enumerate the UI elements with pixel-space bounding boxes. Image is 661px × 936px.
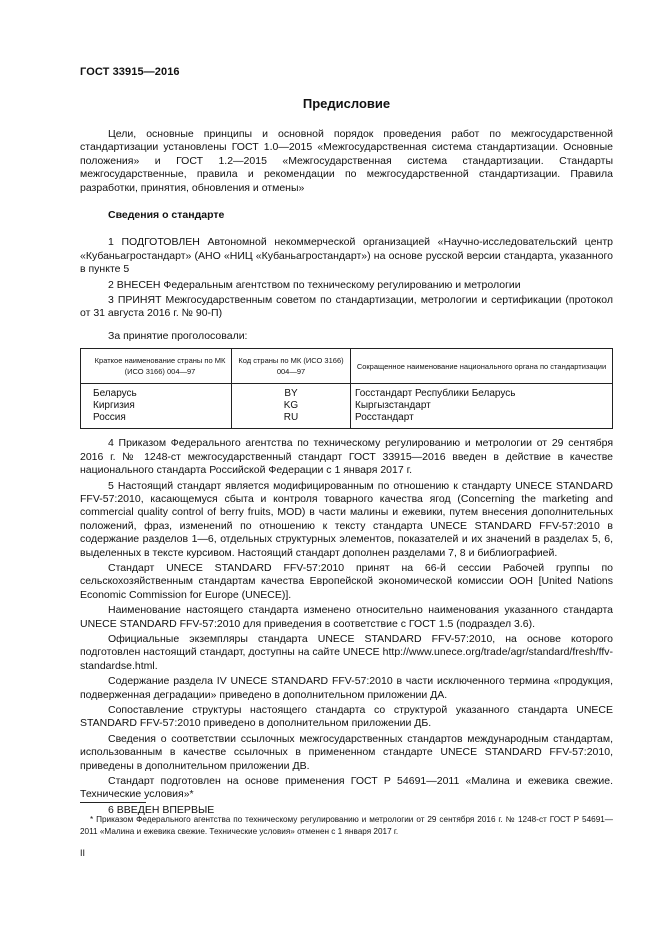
item-5-title-change: Наименование настоящего стандарта изменено относительно наименования указанного стандарта UNECE STANDARD FFV-57:2010 для приведения в соответствие с ГОСТ 1.5 (подраздел 3.6). xyxy=(80,604,613,630)
item-2-paragraph: 2 ВНЕСЕН Федеральным агентством по техническому регулированию и метрологии xyxy=(108,278,521,291)
vote-table xyxy=(80,348,613,429)
footnote-divider xyxy=(80,802,146,803)
item-5-adoption: Стандарт UNECE STANDARD FFV-57:2010 принят на 66-й сессии Рабочей группы по сельскохозяйственным стандартам качества Европейской экономической комиссии ООН [United Nations Economic Commission for Europe (UNECE)]. xyxy=(80,561,613,601)
footnote: * Приказом Федерального агентства по техническому регулированию и метрологии от 29 сентября 2016 г. № 1248-ст ГОСТ Р 54691—2011 «Малина и ежевика свежие. Технические условия» отменен с 1 января 2017 г. xyxy=(80,815,613,836)
vote-table-header-country: Краткое наименование страны по МК (ИСО 3166) 004—97 xyxy=(81,349,232,384)
vote-table-header-body: Сокращенное наименование национального органа по стандартизации xyxy=(351,349,613,384)
section-subheading: Сведения о стандарте xyxy=(108,209,225,222)
intro-paragraph: Цели, основные принципы и основной порядок проведения работ по межгосударственной стандартизации установлены ГОСТ 1.0—2015 «Межгосударственная система стандартизации. Основные положения» и ГОСТ 1.2—2015 «Межгосударственная система стандартизации. Стандарты межгосударственные, правила и рекомендации по межгосударственной стандартизации. Правила разработки, принятия, обновления и отмены» xyxy=(80,128,613,194)
item-5-paragraph: 5 Настоящий стандарт является модифицированным по отношению к стандарту UNECE STANDARD FFV-57:2010, касающемуся сбыта и контроля товарного качества ягод (Concerning the marketing and commercial quality control of berry fruits, MOD) в части малины и ежевики, путем внесения дополнительных положений, фраз, изменений по отношению к тексту стандарта UNECE STANDARD FFV-57:2010 в содержание разделов 1—6, отдельных структурных элементов, показателей и их значений в разделах 5, 6, выделенных в тексте курсивом. Настоящий стандарт дополнен разделами 7, 8 и библиографией. xyxy=(80,479,613,559)
table-row xyxy=(81,412,613,429)
item-4-paragraph: 4 Приказом Федерального агентства по техническому регулированию и метрологии от 29 сентября 2016 г. № 1248-ст межгосударственный стандарт ГОСТ 33915—2016 введен в действие в качестве национального стандарта Российской Федерации с 1 января 2017 г. xyxy=(80,437,613,477)
page-number: II xyxy=(80,848,86,858)
body-text xyxy=(80,128,613,817)
country-cell: Киргизия xyxy=(81,400,232,412)
standard-code: ГОСТ 33915—2016 xyxy=(80,66,180,78)
code-cell: RU xyxy=(232,412,351,429)
item-3-paragraph: 3 ПРИНЯТ Межгосударственным советом по стандартизации, метрологии и сертификации (протокол от 31 августа 2016 г. № 90-П) xyxy=(80,294,613,320)
code-cell: BY xyxy=(232,384,351,401)
item-6-paragraph: 6 ВВЕДЕН ВПЕРВЫЕ xyxy=(108,803,215,816)
item-5-annex-da: Содержание раздела IV UNECE STANDARD FFV-57:2010 в части исключенного термина «продукция, подверженная деградации» приведено в дополнительном приложении ДА. xyxy=(80,675,613,701)
item-1-paragraph: 1 ПОДГОТОВЛЕН Автономной некоммерческой организацией «Научно-исследовательский центр «Кубаньагростандарт» (АНО «НИЦ «Кубаньагростандарт») на основе русской версии стандарта, указанного в пункте 5 xyxy=(80,236,613,276)
vote-label: За принятие проголосовали: xyxy=(108,329,248,342)
body-cell: Кыргызстандарт xyxy=(351,400,613,412)
item-5-basis: Стандарт подготовлен на основе применения ГОСТ Р 54691—2011 «Малина и ежевика свежие. Технические условия»* xyxy=(80,775,613,801)
vote-table-header-row xyxy=(81,349,613,384)
body-cell: Росстандарт xyxy=(351,412,613,429)
vote-table-header-code: Код страны по МК (ИСО 3166) 004—97 xyxy=(232,349,351,384)
body-cell: Госстандарт Республики Беларусь xyxy=(351,384,613,401)
country-cell: Россия xyxy=(81,412,232,429)
item-5-official-copies: Официальные экземпляры стандарта UNECE STANDARD FFV-57:2010, на основе которого подготовлен настоящий стандарт, доступны на сайте UNECE http://www.unece.org/trade/agr/standard/fresh/ffv-standardse.html. xyxy=(80,632,613,672)
country-cell: Беларусь xyxy=(81,384,232,401)
item-5-annex-dv: Сведения о соответствии ссылочных межгосударственных стандартов международным стандартам, использованным в качестве ссылочных в примененном стандарте UNECE STANDARD FFV-57:2010, приведены в дополнительном приложении ДВ. xyxy=(80,732,613,772)
item-5-annex-db: Сопоставление структуры настоящего стандарта со структурой указанного стандарта UNECE STANDARD FFV-57:2010 приведено в дополнительном приложении ДБ. xyxy=(80,704,613,730)
table-row xyxy=(81,384,613,401)
table-row xyxy=(81,400,613,412)
code-cell: KG xyxy=(232,400,351,412)
page-title: Предисловие xyxy=(302,96,391,111)
